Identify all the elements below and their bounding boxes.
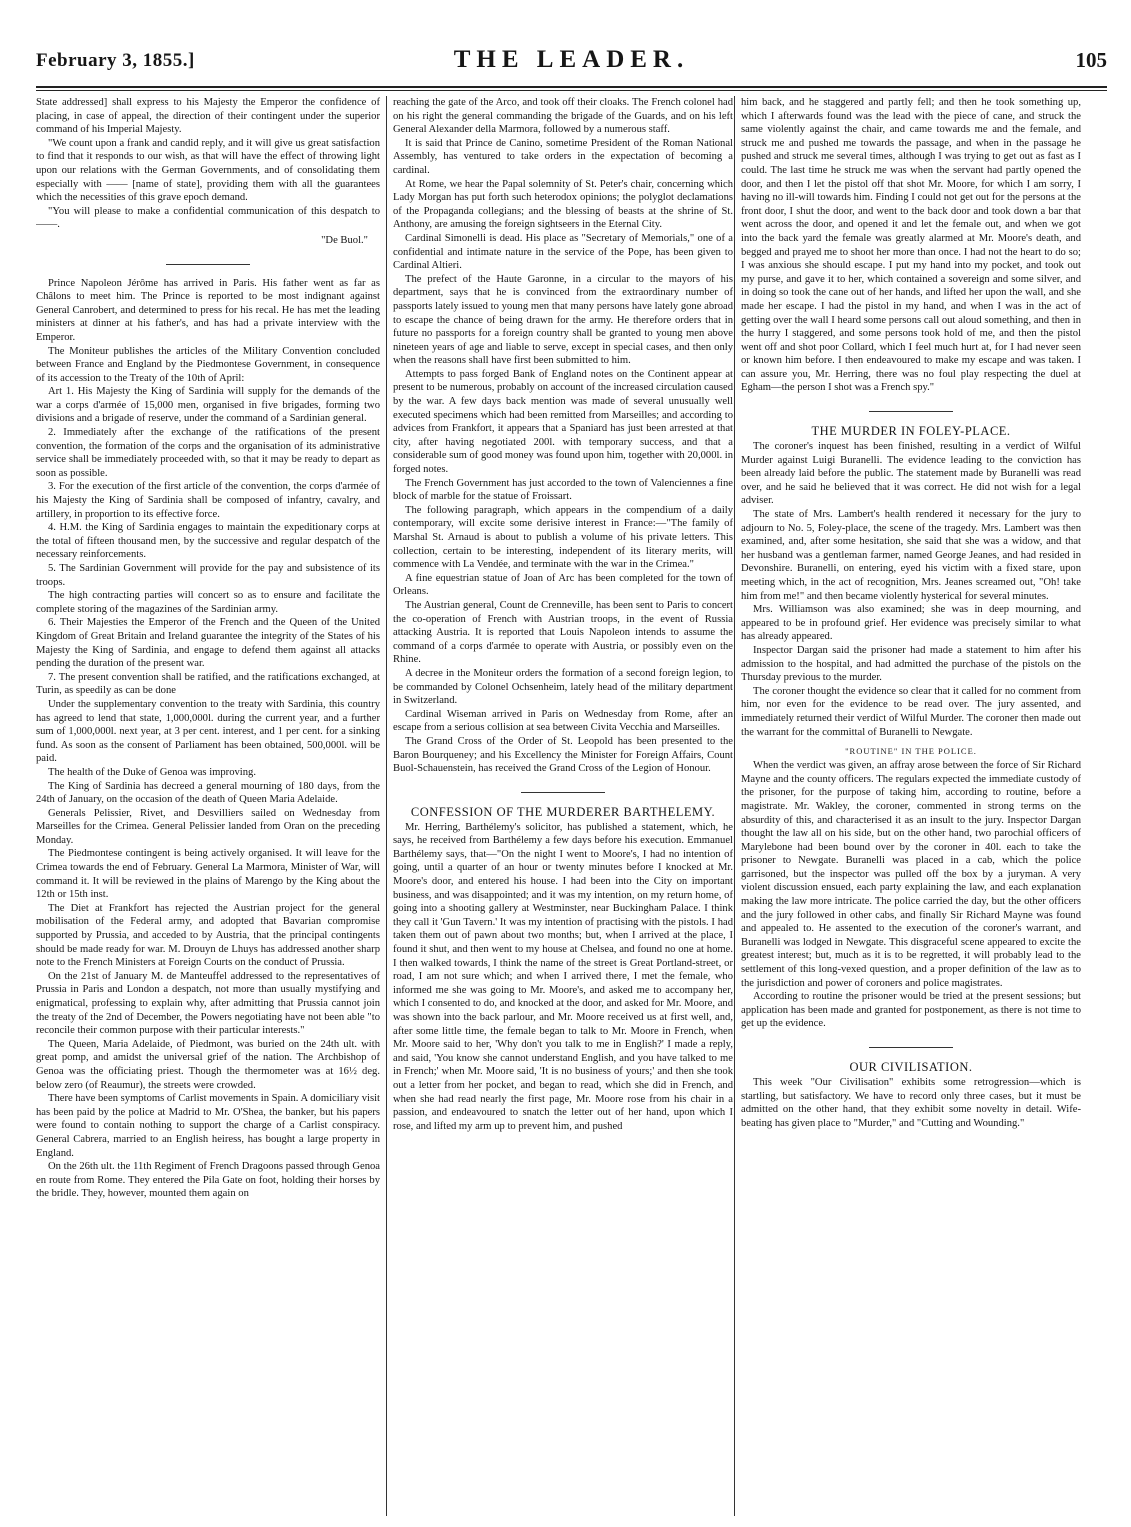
paragraph: "You will please to make a confidential communication of this despatch to ——. bbox=[36, 205, 380, 231]
paragraph: Attempts to pass forged Bank of England notes on the Continent appear at present to be numerous, probably on account of the increased circulation caused by the war. A few days back mention was made of several unusually well executed specimens which had been remitted from Marseilles; and according to advices from Frankfort, it appears that a Spaniard has just been arrested at that city, after having negotiated 200l. with temporary success, and that a considerable sum of good money was found upon him, together with 20,000l. in forged notes. bbox=[393, 368, 733, 476]
paragraph: The following paragraph, which appears in the compendium of a daily contemporary, will excite some derisive interest in France:—"The family of Marshal St. Arnaud is about to publish a volume of his private letters. This collection, certain to be interesting, independent of its literary merits, will commence with La Vendée, and terminate with the war in the Crimea." bbox=[393, 504, 733, 571]
section-divider bbox=[521, 792, 605, 793]
paragraph: When the verdict was given, an affray arose between the force of Sir Richard Mayne and the county officers. The regulars expected the immediate custody of the prisoner, for the purpose of taking him, according to routine, before a magistrate. Mr. Wakley, the coroner, commented in strong terms on the absurdity of this, and characterised it as an insult to the jury. Inspector Dargan thought the law all on his side, but on the other hand, two parochial officers of Marylebone had been bound over by the coroner in 40l. each to take the prisoner to Newgate. Buranelli was placed in a cab, which the police garrisoned, but the inspector was pulled off the box by a juryman. A very violent discussion ensued, each party explaining the law, and each explanation making the law more intricate. The police carried the day, but the other officers and the jury followed in other cabs, and finally Sir Richard Mayne was found and appealed to. He assented to the execution of the coroner's warrant, and Buranelli was lodged in Newgate. This disgraceful scene appeared to excite the greatest interest; but, much as it is to be regretted, it will probably lead to the settlement of this long-vexed question, and a proper definition of the law as to the jurisdiction and power of coroners and police magistrates. bbox=[741, 760, 1081, 989]
paragraph: him back, and he staggered and partly fell; and then he took something up, which I afterwards found was the lead with the piece of cane, and struck the same violently against the chair, and came towards me and the female, and struck me and pushed me towards the passage, and when in the passage he pushed and struck me several times, although I was trying to get out as fast as I could. The last time he struck me was when the servant had partly opened the door, and then I let the pistol off that shot Mr. Moore, for which I am sorry, I having no ill-will towards him. Finding I could not get out for the persons at the front door, I shut the door, and went to the back door and took down a bar that went across the door, and opened it and let the female out, and when we got into the back yard the female was greatly alarmed at Mr. Moore's death, and begged and prayed me to shoot her more than once. I had not the heart to do so; I was anxious she should escape. I put my hand into my pocket, and took out my purse, and gave it to her, which contained a sovereign and some silver, and in doing so took the cane out of her hands, and lifted her upon the wall, and she made her escape. I had the pistol in my hand, and when I was in the act of getting over the wall I heard some persons call out aloud something, and then in the hurry I staggered, and some persons took hold of me, and then the pistol went off and shot poor Collard, which I feel much hurt at, for I had never seen or known him before. I then endeavoured to make my escape and was taken. I can assure you, Mr. Herring, there was no foul play respecting the duel at Egham—the person I shot was a French spy." bbox=[741, 97, 1081, 394]
paragraph: Inspector Dargan said the prisoner had made a statement to him after his admission to the hospital, and had admitted the purchase of the pistols on the Thursday previous to the murder. bbox=[741, 644, 1081, 684]
paragraph: Under the supplementary convention to the treaty with Sardinia, this country has agreed to lend that state, 1,000,000l. during the current year, and a further sum of 1,000,000l. next year, at 3 per cent. interest, and 1 per cent. for a sinking fund. As soon as the consent of Parliament has been obtained, 500,000l. will be paid. bbox=[36, 698, 380, 765]
paragraph: 4. H.M. the King of Sardinia engages to maintain the expeditionary corps at the total of fifteen thousand men, by the successive and regular despatch of the necessary reinforcements. bbox=[36, 522, 380, 561]
paragraph: On the 26th ult. the 11th Regiment of French Dragoons passed through Genoa en route from Rome. They entered the Pila Gate on foot, holding their horses by the bridle. They, however, mounted them again on bbox=[36, 1161, 380, 1200]
section-divider bbox=[166, 264, 250, 265]
paragraph: There have been symptoms of Carlist movements in Spain. A domiciliary visit has been paid by the police at Madrid to Mr. O'Shea, the banker, but his papers were found to contain nothing to support the charge of a Carlist conspiracy. General Cabrera, married to an English heiress, has bought a large property in England. bbox=[36, 1093, 380, 1159]
paragraph: "We count upon a frank and candid reply, and it will give us great satisfaction to find that it responds to our wish, as that will have the effect of throwing light upon our relations with the German Governments, and of consolidating them especially with —— [name of state], providing them with all the guarantees which the necessities of this grave epoch demand. bbox=[36, 137, 380, 204]
paragraph: On the 21st of January M. de Manteuffel addressed to the representatives of Prussia in Paris and London a despatch, not more than usually mystifying and enigmatical, professing to explain why, after admitting that Prussia cannot join the treaty of the 2nd of December, the Powers negotiating have not been able "to reconcile their common purpose with their particular interests." bbox=[36, 970, 380, 1037]
page-number: 105 bbox=[1075, 48, 1107, 72]
paragraph: Generals Pelissier, Rivet, and Desvilliers sailed on Wednesday from Marseilles for the Crimea. General Pelissier landed from Oran on the preceding Monday. bbox=[36, 807, 380, 846]
header-rule-thin bbox=[36, 90, 1107, 91]
paragraph: This week "Our Civilisation" exhibits some retrogression—which is startling, but satisfactory. We have to record only three cases, but it must be admitted on the other hand, that they exhibit some novelty in detail. Wife-beating has given place to "Murder," and "Cutting and Wounding." bbox=[741, 1077, 1081, 1129]
paragraph: Art 1. His Majesty the King of Sardinia will supply for the demands of the war a corps d'armée of 15,000 men, organised in five brigades, forming two divisions and a brigade of reserve, under the command of a Sardinian general. bbox=[36, 386, 380, 425]
paragraph: According to routine the prisoner would be tried at the present sessions; but application has been made and granted for postponement, as there is not time to get up the evidence. bbox=[741, 991, 1081, 1030]
paragraph: reaching the gate of the Arco, and took off their cloaks. The French colonel had on his right the general commanding the brigade of the Guards, and on his left General Alexander della Marmora, followed by a numerous staff. bbox=[393, 97, 733, 136]
sub-heading: "ROUTINE" IN THE POLICE. bbox=[845, 746, 977, 757]
paragraph: 2. Immediately after the exchange of the ratifications of the present convention, the formation of the corps and the organisation of its administrative service shall be immediately proceeded with, so that it may be ready to depart as soon as possible. bbox=[36, 427, 380, 479]
column-2 bbox=[386, 96, 733, 1516]
paragraph: A decree in the Moniteur orders the formation of a second foreign legion, to be commanded by Colonel Ochsenheim, lately head of the military department in Switzerland. bbox=[393, 667, 733, 707]
paragraph: The prefect of the Haute Garonne, in a circular to the mayors of his department, says that he is convinced from the extraordinary number of passports lately issued to young men that many persons have lately gone abroad to escape the chance of being drawn for the army. He therefore orders that in future no passports for a foreign country shall be granted to young men above nineteen years of age and liable to serve, except in special cases, and then only when the reasons shall have first been submitted to him. bbox=[393, 273, 733, 367]
paragraph: Mr. Herring, Barthélemy's solicitor, has published a statement, which, he says, he received from Barthélemy a few days before his execution. Emmanuel Barthélemy says, that—"On the night I went to Moore's, I had no intention of going, until a quarter of an hour or twenty minutes before I knocked at Mr. Moore's door, and entered his house. I had been into the City on important business, and was disappointed; and it was my intention, on my return home, of going into a shooting gallery at Westminster, near Buckingham Palace. I think they call it 'Gun Tavern.' It was my intention of practising with the pistols. I had taken them out of pawn about two months; but, when I arrived at the place, I found it shut, and then went to my house at Chelsea, and found no one at home. I then walked towards, I think the name of the street is Great Portland-street, or road, I am not sure which; and when I arrived there, I met the female, who informed me she was going to Mr. Moore's, and asked me to accompany her, which I consented to do, and knocked at the door, and asked for Mr. Moore, and was shown into the back parlour, and Mr. Moore received us at first well, and, after some little time, the female began to talk to Mr. Moore in French, when Mr. Moore said to her, 'Why don't you talk to me in English?' I made a reply, and said, 'You know she cannot understand English, and you have talked to me in French;' when Mr. Moore said, 'It is no business of yours;' and then she took out a letter from her pocket, and began to read, which she did in French, and when she had read nearly the first page, Mr. Moore rose from his chair in a passion, and endeavoured to snatch the letter out of her hand, upon which I rose, and lifted my arm up to prevent him, and pushed bbox=[393, 821, 733, 1132]
paragraph: The Moniteur publishes the articles of the Military Convention concluded between France and England by the Piedmontese Government, in consequence of its accession to the Treaty of the 10th of April: bbox=[36, 345, 380, 384]
paragraph: The health of the Duke of Genoa was improving. bbox=[48, 766, 256, 778]
paragraph: Mrs. Williamson was also examined; she was in deep mourning, and appeared to be in profound grief. Her evidence was precisely similar to what has already appeared. bbox=[741, 604, 1081, 643]
paragraph: The Piedmontese contingent is being actively organised. It will leave for the Crimea towards the end of February. General La Marmora, Minister of War, will command it. It will be reviewed in the plains of Marengo by the King about the 12th or 15th inst. bbox=[36, 848, 380, 901]
column-1 bbox=[36, 96, 386, 1516]
paragraph: It is said that Prince de Canino, sometime President of the Roman National Assembly, has ventured to take orders in the expectation of becoming a cardinal. bbox=[393, 137, 733, 176]
section-divider bbox=[869, 411, 953, 412]
paragraph: 3. For the execution of the first article of the convention, the corps d'armée of his Majesty the King of Sardinia shall be composed of infantry, cavalry, and artillery, in proportion to its effective force. bbox=[36, 481, 380, 520]
masthead bbox=[36, 46, 1107, 76]
header-rule bbox=[36, 86, 1107, 88]
paragraph: The Grand Cross of the Order of St. Leopold has been presented to the Baron Bourqueney; and his Excellency the Minister for Foreign Affairs, Count Buol-Schauenstein, has received the Grand Cross of the Legion of Honour. bbox=[393, 735, 733, 775]
paragraph: The French Government has just accorded to the town of Valenciennes a fine block of marble for the statue of Froissart. bbox=[393, 477, 733, 503]
column-3 bbox=[734, 96, 1081, 1516]
paragraph: The Queen, Maria Adelaide, of Piedmont, was buried on the 24th ult. with great pomp, and amidst the universal grief of the nation. The Archbishop of Genoa was the officiating priest. Though the thermometer was at 16½ deg. below zero (of Reaumur), the streets were crowded. bbox=[36, 1038, 380, 1091]
paragraph: The Diet at Frankfort has rejected the Austrian project for the general mobilisation of the Federal army, and adopted that Bavarian compromise supported by Prussia, and acceded to by Austria, that the principal contingents should be made ready for war. M. Drouyn de Lhuys has addressed another sharp note to the French Ministers at Foreign Courts on the conduct of Prussia. bbox=[36, 902, 380, 969]
paragraph: A fine equestrian statue of Joan of Arc has been completed for the town of Orleans. bbox=[393, 572, 733, 598]
paragraph: 5. The Sardinian Government will provide for the pay and subsistence of its troops. bbox=[36, 563, 380, 588]
paragraph: The coroner thought the evidence so clear that it called for no comment from him, nor even for the evidence to be read over. The jury assented, and immediately returned their verdict of Wilful Murder. The coroner then made out the warrant for the committal of Buranelli to Newgate. bbox=[741, 685, 1081, 738]
paragraph: Cardinal Simonelli is dead. His place as "Secretary of Memorials," one of a confidential and intimate nature in the service of the Pope, has been given to Cardinal Altieri. bbox=[393, 232, 733, 272]
paragraph: The Austrian general, Count de Crenneville, has been sent to Paris to concert the co-operation of French with Austrian troops, in the event of Russia attacking Austria. It is reported that Louis Napoleon intends to assume the command of a corps d'armée to operate with Austria, or possibly even on the Rhine. bbox=[393, 599, 733, 666]
issue-date: February 3, 1855.] bbox=[36, 50, 195, 71]
despatch-signature: "De Buol." bbox=[321, 234, 368, 246]
paragraph: 7. The present convention shall be ratified, and the ratifications exchanged, at Turin, as speedily as can be done bbox=[36, 671, 380, 697]
paragraph: The coroner's inquest has been finished, resulting in a verdict of Wilful Murder against Luigi Buranelli. The evidence leading to the conviction has been already laid before the public. The statement made by Buranelli was read over, and he said he believed that it was correct. He did not wish for a legal adviser. bbox=[741, 441, 1081, 507]
newspaper-title: THE LEADER. bbox=[453, 46, 690, 73]
paragraph: Cardinal Wiseman arrived in Paris on Wednesday from Rome, after an escape from a serious collision at sea between Civita Vecchia and Marseilles. bbox=[393, 708, 733, 734]
section-divider bbox=[869, 1047, 953, 1048]
article-heading: CONFESSION OF THE MURDERER BARTHELEMY. bbox=[410, 804, 716, 819]
paragraph: The King of Sardinia has decreed a general mourning of 180 days, from the 24th of January, on the occasion of the death of Queen Maria Adelaide. bbox=[36, 780, 380, 806]
paragraph: Prince Napoleon Jérôme has arrived in Paris. His father went as far as Châlons to meet him. The Prince is reported to be most indignant against General Canrobert, and determined to press for his recal. He has met the leading ministers at dinner at his father's, and has had a private interview with the Emperor. bbox=[36, 277, 380, 343]
paragraph: The state of Mrs. Lambert's health rendered it necessary for the jury to adjourn to No. 5, Foley-place, the scene of the tragedy. Mrs. Lambert was then examined, and, after some hesitation, she said that she was a widow, and that her husband was a gentleman farmer, named George Jeanes, and had resided in Devonshire. Buranelli, on entering, eyed his victim with a fixed stare, upon meeting which, in the act of recognition, Mrs. Jeanes screamed out, "Oh! take him from me!" and then became violently hysterical for several minutes. bbox=[741, 509, 1081, 602]
article-heading: OUR CIVILISATION. bbox=[849, 1060, 973, 1074]
paragraph: At Rome, we hear the Papal solemnity of St. Peter's chair, concerning which Lady Morgan has put forth such heterodox opinions; the polyglot declamations of the Propaganda collegians; and the blessing of beasts at the shrine of St. Anthony, are amusing the foreign sightseers in the Eternal City. bbox=[393, 178, 733, 231]
paragraph: 6. Their Majesties the Emperor of the French and the Queen of the United Kingdom of Great Britain and Ireland guarantee the integrity of the States of his Majesty the King of Sardinia, and engage to defend them against all attacks pending the duration of the present war. bbox=[36, 617, 380, 670]
article-heading: THE MURDER IN FOLEY-PLACE. bbox=[811, 424, 1011, 439]
paragraph: The high contracting parties will concert so as to ensure and facilitate the complete storing of the magazines of the Sardinian army. bbox=[36, 590, 380, 615]
paragraph: State addressed] shall express to his Majesty the Emperor the confidence of placing, in case of appeal, the direction of their contingent under the superior command of his Imperial Majesty. bbox=[36, 97, 380, 136]
